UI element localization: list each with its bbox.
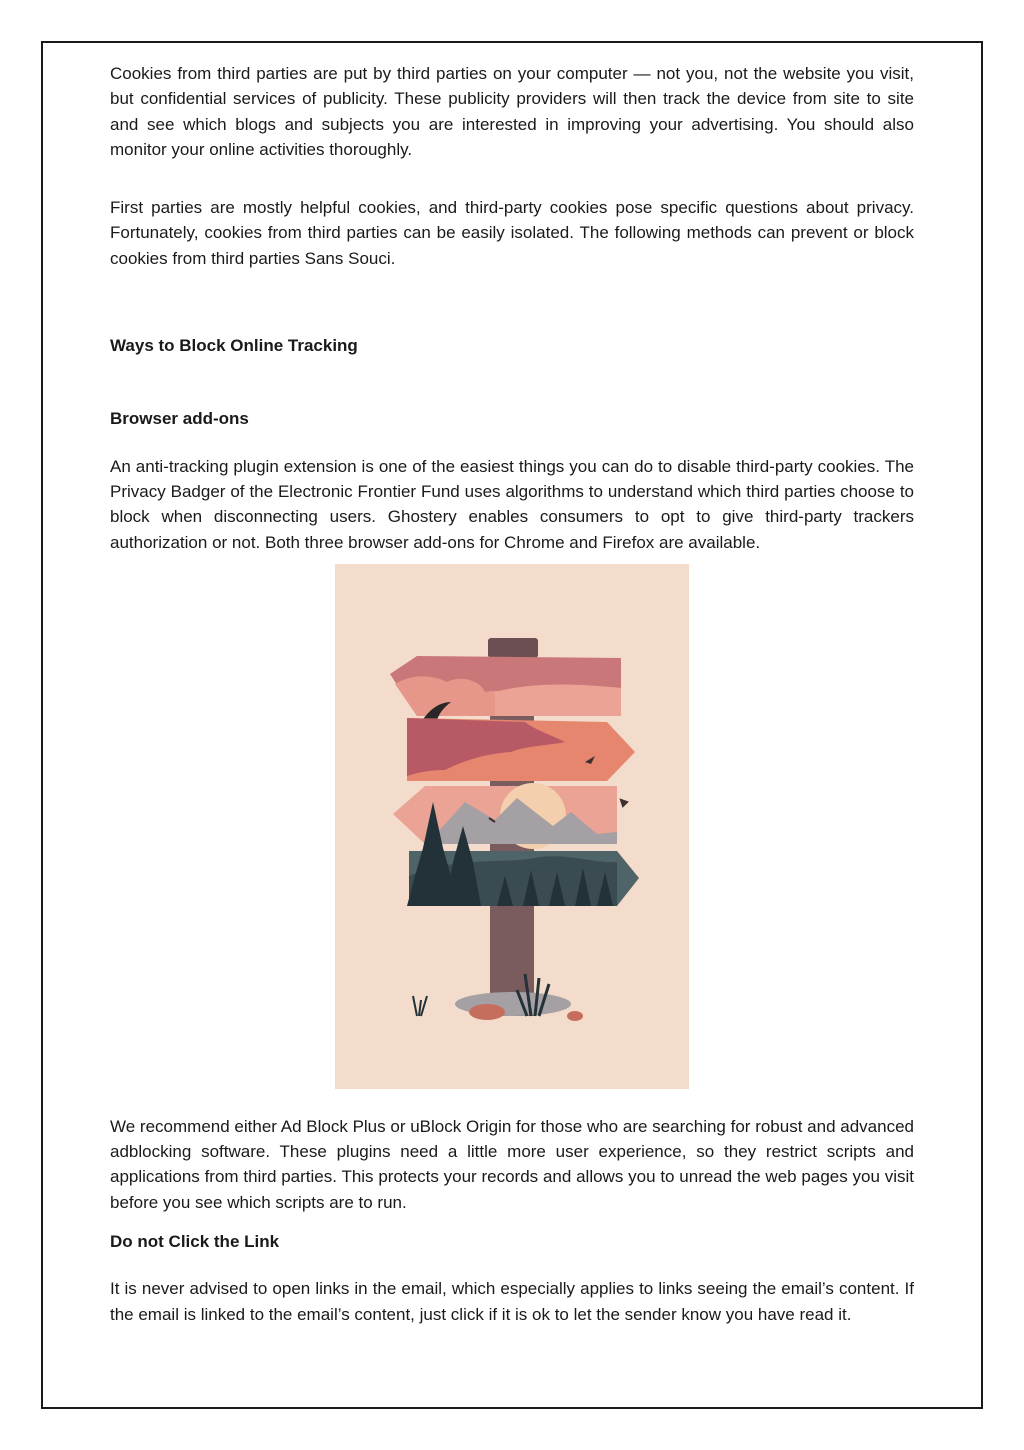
paragraph-adblock-recommendation: We recommend either Ad Block Plus or uBlock Origin for those who are searching for robust and advanced adblocking software. These plugins need a little more user experience, so they restrict scripts and applications from third parties. This protects your records and allows you to unread the web pages you visit before you see which scripts are to run. [110, 1116, 914, 1212]
heading-do-not-click: Do not Click the Link [110, 1232, 280, 1252]
heading-ways-to-block: Ways to Block Online Tracking [110, 336, 358, 356]
paragraph-first-parties: First parties are mostly helpful cookies, and third-party cookies pose specific questions about privacy. Fortunately, cookies from third parties can be easily isolated. The following methods can prevent or block cookies from third parties Sans Souci. [110, 198, 914, 268]
paragraph-anti-tracking-plugin: An anti-tracking plugin extension is one of the easiest things you can do to disable third-party cookies. The Privacy Badger of the Electronic Frontier Fund uses algorithms to understand which third parties choose to block when disconnecting users. Ghostery enables consumers to opt to give third-party trackers authorization or not. Both three browser add-ons for Chrome and Firefox are available. [110, 456, 914, 552]
paragraph-email-links: It is never advised to open links in the email, which especially applies to links seeing the email’s content. If the email is linked to the email’s content, just click if it is ok to let the sender know you have read it. [110, 1279, 914, 1324]
signpost-illustration [335, 564, 689, 1089]
paragraph-third-party-cookies: Cookies from third parties are put by third parties on your computer — not you, not the website you visit, but confidential services of publicity. These publicity providers will then track the device from site to site and see which blogs and subjects you are interested in improving your advertising. You should also monitor your online activities thoroughly. [110, 64, 914, 159]
document-body [110, 61, 914, 1327]
heading-browser-addons: Browser add-ons [110, 409, 249, 429]
signpost-cap [488, 638, 538, 658]
